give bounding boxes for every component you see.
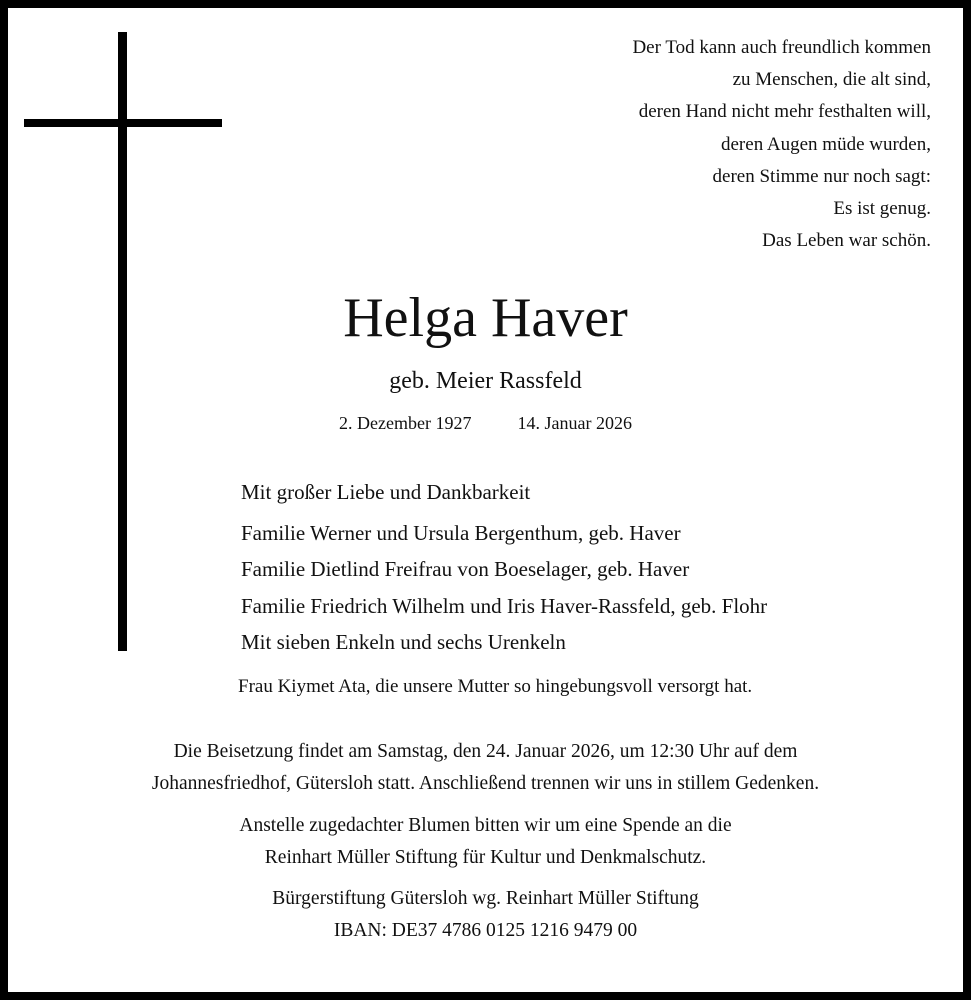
poem (632, 32, 931, 257)
funeral-line: Johannesfriedhof, Gütersloh statt. Anschließend trennen wir uns in stillem Gedenken. (151, 773, 820, 794)
funeral-line: Die Beisetzung findet am Samstag, den 24. Januar 2026, um 12:30 Uhr auf dem (173, 741, 798, 762)
poem-line: Der Tod kann auch freundlich kommen (632, 37, 931, 58)
poem-line: Es ist genug. (833, 198, 931, 220)
mourner-line: Familie Dietlind Freifrau von Boeselager, geb. Haver (241, 557, 690, 582)
bank-iban: IBAN: DE37 4786 0125 1216 9479 00 (333, 920, 638, 941)
poem-line: deren Stimme nur noch sagt: (712, 165, 931, 187)
mourners-intro: Mit großer Liebe und Dankbarkeit (241, 480, 531, 504)
mourner-line: Familie Friedrich Wilhelm und Iris Haver-Rassfeld, geb. Flohr (241, 593, 768, 618)
donation-info (0, 810, 971, 874)
bank-recipient: Bürgerstiftung Gütersloh wg. Reinhart Müller Stiftung (272, 888, 699, 909)
cross-horizontal-bar (24, 119, 222, 127)
birth-date: 2. Dezember 1927 (339, 413, 472, 433)
mourner-line: Familie Werner und Ursula Bergenthum, geb. Haver (241, 521, 681, 545)
donation-line: Reinhart Müller Stiftung für Kultur und Denkmalschutz. (264, 847, 707, 868)
poem-line: zu Menschen, die alt sind, (732, 69, 931, 91)
mourner-line: Mit sieben Enkeln und sechs Urenkeln (241, 629, 566, 654)
poem-line: Das Leben war schön. (762, 230, 931, 252)
life-dates (0, 413, 971, 434)
poem-line: deren Augen müde wurden, (721, 133, 931, 155)
poem-line: deren Hand nicht mehr festhalten will, (638, 101, 931, 123)
mourners (241, 477, 767, 660)
death-date: 14. Januar 2026 (517, 413, 632, 433)
thanks-text: Frau Kiymet Ata, die unsere Mutter so hingebungsvoll versorgt hat. (238, 676, 753, 697)
donation-line: Anstelle zugedachter Blumen bitten wir um eine Spende an die (239, 815, 732, 836)
deceased-name: Helga Haver (343, 287, 628, 349)
maiden-name: geb. Meier Rassfeld (389, 368, 582, 394)
bank-info (0, 883, 971, 947)
funeral-info (0, 736, 971, 800)
